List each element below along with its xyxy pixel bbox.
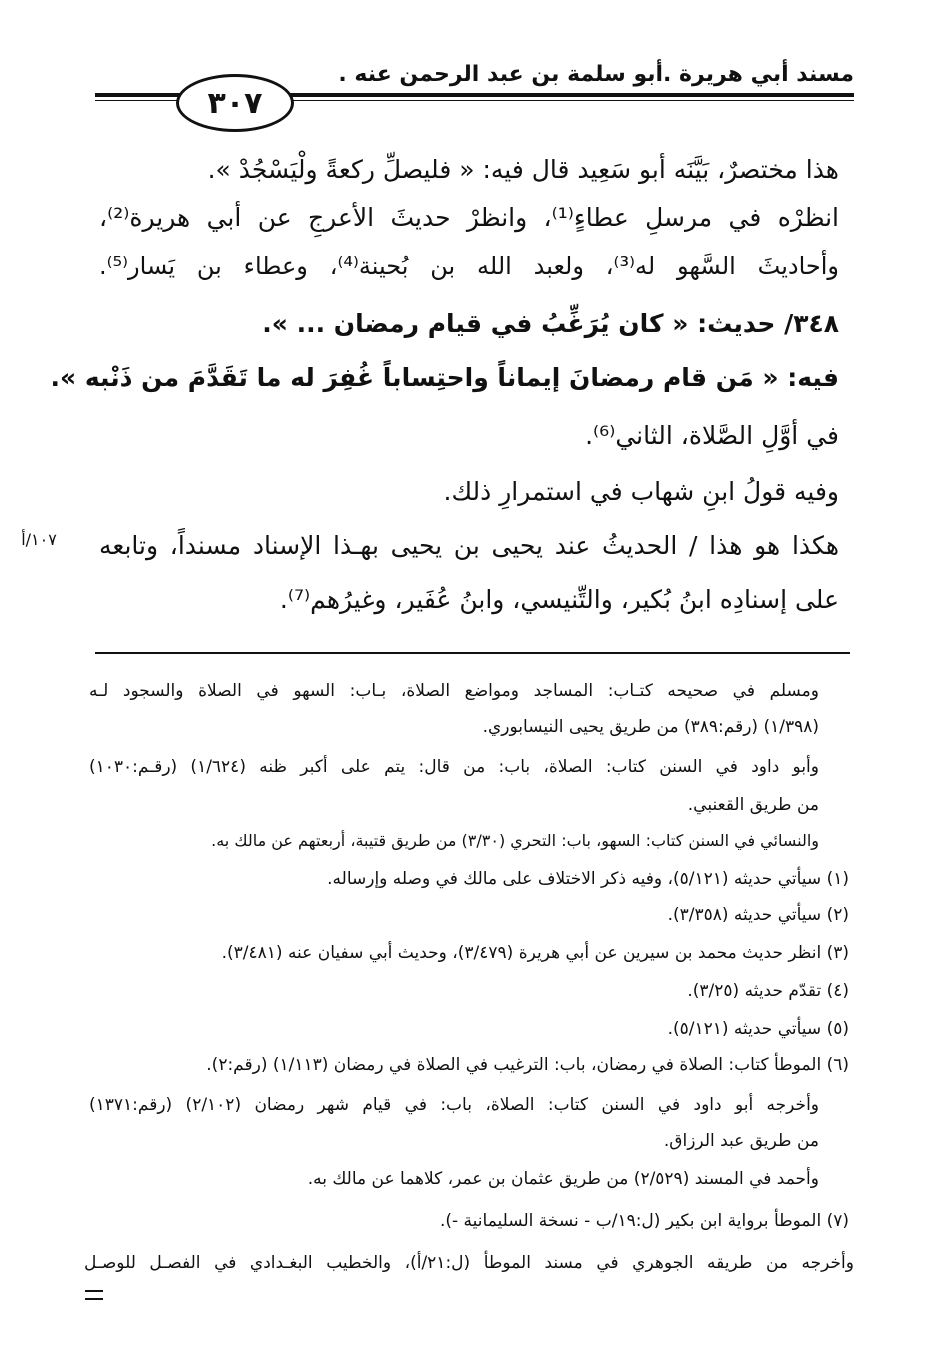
footnote-5: (٥) سيأتي حديثه (٥/١٢١). (667, 1019, 849, 1039)
footnote-line: وأخرجه من طريقه الجوهري في مسند الموطأ (ل:٢١/أ)، والخطيب البغـدادي في الفصـل للوصـل (84, 1253, 854, 1273)
footnote-6: (٦) الموطأ كتاب: الصلاة في رمضان، باب: الترغيب في الصلاة في رمضان (١/١١٣) (رقم:٢). (206, 1055, 849, 1075)
page-number: ٣٠٧ (207, 85, 263, 121)
footnote-line: (١/٣٩٨) (رقم:٣٨٩) من طريق يحيى النيسابوري. (482, 717, 819, 737)
footnote-line: من طريق القعنبي. (687, 795, 819, 815)
footnote-line: وأبو داود في السنن كتاب: الصلاة، باب: من قال: يتم على أكبر ظنه (١/٦٢٤) (رقـم:١٠٣٠) (89, 757, 819, 777)
footnote-line: وأحمد في المسند (٢/٥٢٩) من طريق عثمان بن عمر، كلاهما عن مالك به. (307, 1169, 819, 1189)
body-line-8: هكذا هو هذا / الحديثُ عند يحيى بن يحيى بهـذا الإسناد مسنداً، وتابعه (99, 531, 839, 560)
margin-folio-note: ١٠٧/أ (21, 530, 57, 549)
body-line-9: على إسنادِه ابنُ بُكير، والتِّنيسي، وابنُ عُفَير، وغيرُهم⁽⁷⁾. (279, 585, 839, 614)
hadith-text: فيه: « مَن قام رمضانَ إيماناً واحتِساباً غُفِرَ له ما تَقَدَّمَ من ذَنْبه ». (50, 363, 839, 392)
footnote-separator (95, 652, 850, 654)
footnote-4: (٤) تقدّم حديثه (٣/٢٥). (687, 981, 849, 1001)
footnote-3: (٣) انظر حديث محمد بن سيرين عن أبي هريرة (٣/٤٧٩)، وحديث أبي سفيان عنه (٣/٤٨١). (221, 943, 849, 963)
footnote-line: من طريق عبد الرزاق. (663, 1131, 819, 1151)
body-line-1: هذا مختصرٌ، بَيَّنَه أبو سَعِيد قال فيه: « فليصلِّ ركعةً ولْيَسْجُدْ ». (207, 155, 839, 184)
hadith-heading: ٣٤٨/ حديث: « كان يُرَغِّبُ في قيام رمضان ... ». (262, 309, 839, 338)
continuation-mark (85, 1290, 103, 1300)
footnote-1: (١) سيأتي حديثه (٥/١٢١)، وفيه ذكر الاختلاف على مالك في وصله وإرساله. (327, 869, 849, 889)
footnote-2: (٢) سيأتي حديثه (٣/٣٥٨). (667, 905, 849, 925)
body-line-7: وفيه قولُ ابنِ شهاب في استمرارِ ذلك. (443, 477, 839, 506)
page-number-oval (176, 74, 294, 132)
body-line-6: في أوَّلِ الصَّلاة، الثاني⁽⁶⁾. (585, 421, 839, 450)
footnote-line: ومسلم في صحيحه كتـاب: المساجد ومواضع الصلاة، بـاب: السهو في الصلاة والسجود لـه (89, 681, 819, 701)
body-line-2: انظرْه في مرسلِ عطاءٍ⁽¹⁾، وانظرْ حديثَ الأعرجِ عن أبي هريرة⁽²⁾، (99, 203, 840, 232)
footnote-line: والنسائي في السنن كتاب: السهو، باب: التحري (٣/٣٠) من طريق قتيبة، أربعتهم عن مالك به. (211, 831, 819, 850)
footnote-7: (٧) الموطأ برواية ابن بكير (ل:١٩/ب - نسخة السليمانية -). (439, 1211, 849, 1231)
body-line-3: وأحاديثَ السَّهو له⁽³⁾، ولعبد الله بن بُحينة⁽⁴⁾، وعطاء بن يَسار⁽⁵⁾. (99, 252, 839, 280)
running-header-title: مسند أبي هريرة .أبو سلمة بن عبد الرحمن عنه . (338, 62, 854, 87)
footnote-line: وأخرجه أبو داود في السنن كتاب: الصلاة، باب: في قيام شهر رمضان (٢/١٠٢) (رقم:١٣٧١) (89, 1095, 819, 1115)
